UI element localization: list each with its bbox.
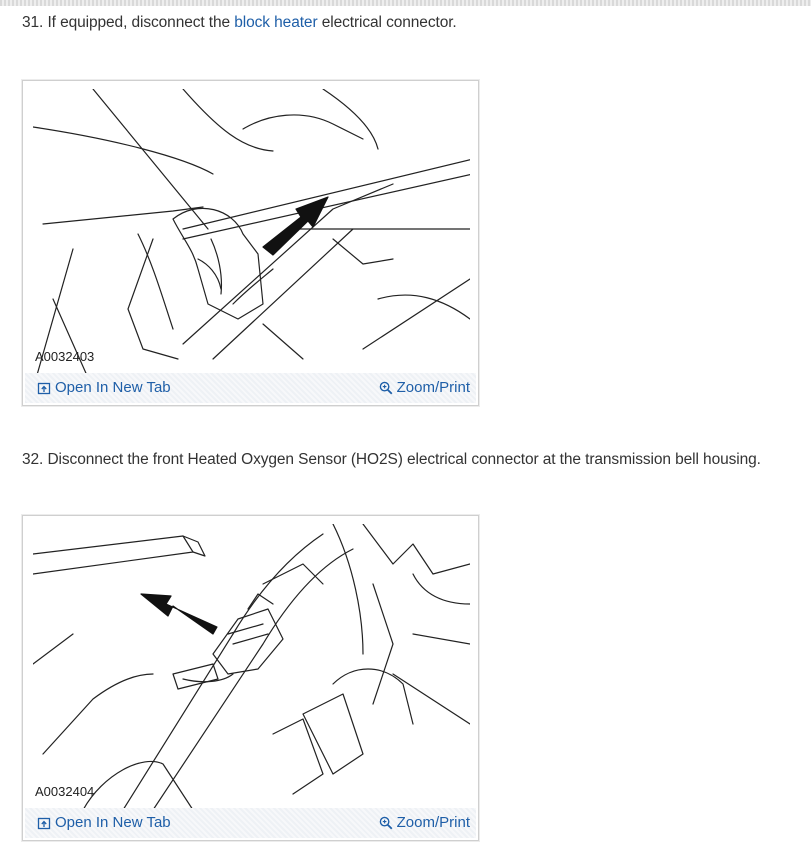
- zoom-print-label: Zoom/Print: [396, 379, 470, 396]
- figure-actions-bar: [25, 373, 476, 403]
- zoom-print-button[interactable]: [379, 379, 470, 396]
- magnifier-icon: [379, 381, 393, 395]
- open-new-tab-icon: [37, 381, 51, 395]
- step-number: 32.: [22, 451, 44, 468]
- figure-block-heater: [22, 80, 479, 406]
- zoom-print-label: Zoom/Print: [396, 814, 470, 831]
- step-number: 31.: [22, 14, 44, 31]
- top-divider: [0, 0, 811, 6]
- ho2s-connector-illustration: [33, 524, 470, 810]
- open-new-tab-button[interactable]: [37, 814, 171, 831]
- open-new-tab-button[interactable]: [37, 379, 171, 396]
- step-text: If equipped, disconnect the: [47, 14, 231, 31]
- figure-ho2s-connector: [22, 515, 479, 841]
- open-new-tab-label: Open In New Tab: [55, 379, 171, 396]
- step-text: Disconnect the front Heated Oxygen Sensor (HO2S) electrical connector at the transmission bell housing.: [47, 451, 761, 468]
- figure-actions-bar: [25, 808, 476, 838]
- magnifier-icon: [379, 816, 393, 830]
- figure-code: A0032404: [35, 784, 95, 799]
- step-31-text: [22, 14, 457, 32]
- block-heater-illustration: [33, 89, 470, 375]
- open-new-tab-icon: [37, 816, 51, 830]
- open-new-tab-label: Open In New Tab: [55, 814, 171, 831]
- zoom-print-button[interactable]: [379, 814, 470, 831]
- figure-code: A0032403: [35, 349, 95, 364]
- block-heater-link[interactable]: block heater: [234, 14, 318, 31]
- step-text-end: electrical connector.: [321, 14, 457, 31]
- step-32-text: [22, 451, 761, 469]
